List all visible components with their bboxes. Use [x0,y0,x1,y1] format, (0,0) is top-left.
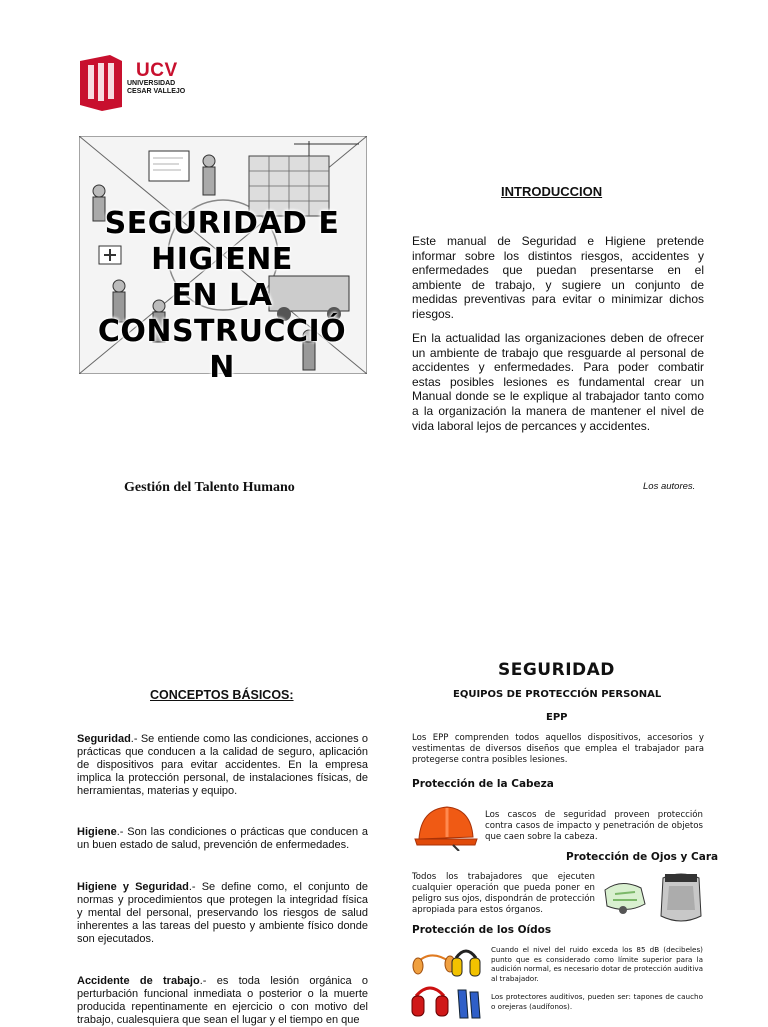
intro-paragraph-1: Este manual de Seguridad e Higiene pretende informar sobre los distintos riesgos, accidentes y enfermedades que puedan presentarse en el ambiente de trabajo, y sugiere un conjunto de medidas preventivas para evitar o minimizar dichos riesgos. [412,234,704,321]
earplugs-icon [410,944,486,1024]
concept-higiene-seguridad [77,881,368,946]
epp-label: EPP [546,712,568,723]
oidos-text-2: Los protectores auditivos, pueden ser: tapones de caucho o orejeras (audífonos). [491,992,703,1011]
intro-heading: INTRODUCCION [501,184,603,199]
concept-term: Seguridad [77,733,131,745]
authors-signature: Los autores. [643,481,696,492]
concept-text: .- Se define como, el conjunto de normas y procedimientos que protegen la integridad física y mental del personal, preservando los riesgos de salud inherentes a las tareas del puesto y ambiente físico donde son ejecutados. [77,881,368,945]
concept-term: Accidente de trabajo [77,975,200,987]
cover-title [82,206,362,386]
ojos-text: Todos los trabajadores que ejecuten cualquier operación que pueda poner en peligro sus ojos, dispondrán de protección apropiada para estos órganos. [412,872,595,915]
concept-higiene [77,826,368,852]
subtitle: Gestión del Talento Humano [124,480,295,495]
title-line-2: HIGIENE [151,242,293,277]
seguridad-title: SEGURIDAD [498,660,615,680]
epp-text: Los EPP comprenden todos aquellos dispositivos, accesorios y vestimentas de diversos diseños que emplea el trabajador para protegerse contra posibles lesiones. [412,733,704,765]
intro-paragraph-2: En la actualidad las organizaciones deben de ofrecer un ambiente de trabajo que resguarde al personal de accidentes y enfermedades. Para poder combatir estas posibles lesiones es fundamental crear un Manual donde se le explique al trabajador tanto como a la organización la manera de mantener el nivel de vida laboral lejos de percances y accidentes. [412,331,704,433]
title-line-3: EN LA [171,278,273,313]
concept-term: Higiene y Seguridad [77,881,189,893]
concept-term: Higiene [77,826,117,838]
concepts-title: CONCEPTOS BÁSICOS: [150,688,294,702]
concept-accidente [77,975,368,1027]
helmet-icon [413,801,479,851]
ojos-heading: Protección de Ojos y Cara [566,851,719,863]
logo-line1: UNIVERSIDAD [127,80,176,87]
logo-line2: CESAR VALLEJO [127,88,186,95]
concept-text: .- Se entiende como las condiciones, acciones o prácticas que conducen a la calidad de seguro, aplicación de dispositivos para evitar accidentes. En la empresa implica la protección personal, de instalaciones físicas, de herramientas, materias y equipo. [77,733,368,797]
title-line-4: CONSTRUCCIÓ [97,314,347,349]
concept-text: .- es toda lesión orgánica o perturbación funcional inmediata o posterior o la muerte producida repentinamente en ejercicio o con motivo del trabajo, cualesquiera que sean el lugar y el tiempo en que [77,975,368,1026]
logo-abbr: UCV [136,60,178,81]
oidos-heading: Protección de los Oídos [412,924,552,936]
cabeza-text: Los cascos de seguridad proveen protección contra casos de impacto y penetración de objetos que caen sobre la cabeza. [485,810,703,842]
face-shield-icon [655,870,707,926]
title-line-1: SEGURIDAD E [104,206,340,241]
cabeza-heading: Protección de la Cabeza [412,778,554,790]
concept-seguridad [77,733,368,798]
epp-heading: EQUIPOS DE PROTECCIÓN PERSONAL [453,689,662,700]
title-line-5: N [209,350,235,385]
logo-name [127,80,185,96]
oidos-text-1: Cuando el nivel del ruido exceda los 85 dB (decibeles) punto que es considerado como límite superior para la audición normal, es necesario dotar de protección auditiva al trabajador. [491,945,703,983]
concept-text: .- Son las condiciones o prácticas que conducen a un buen estado de salud, prevención de enfermedades. [77,826,368,851]
